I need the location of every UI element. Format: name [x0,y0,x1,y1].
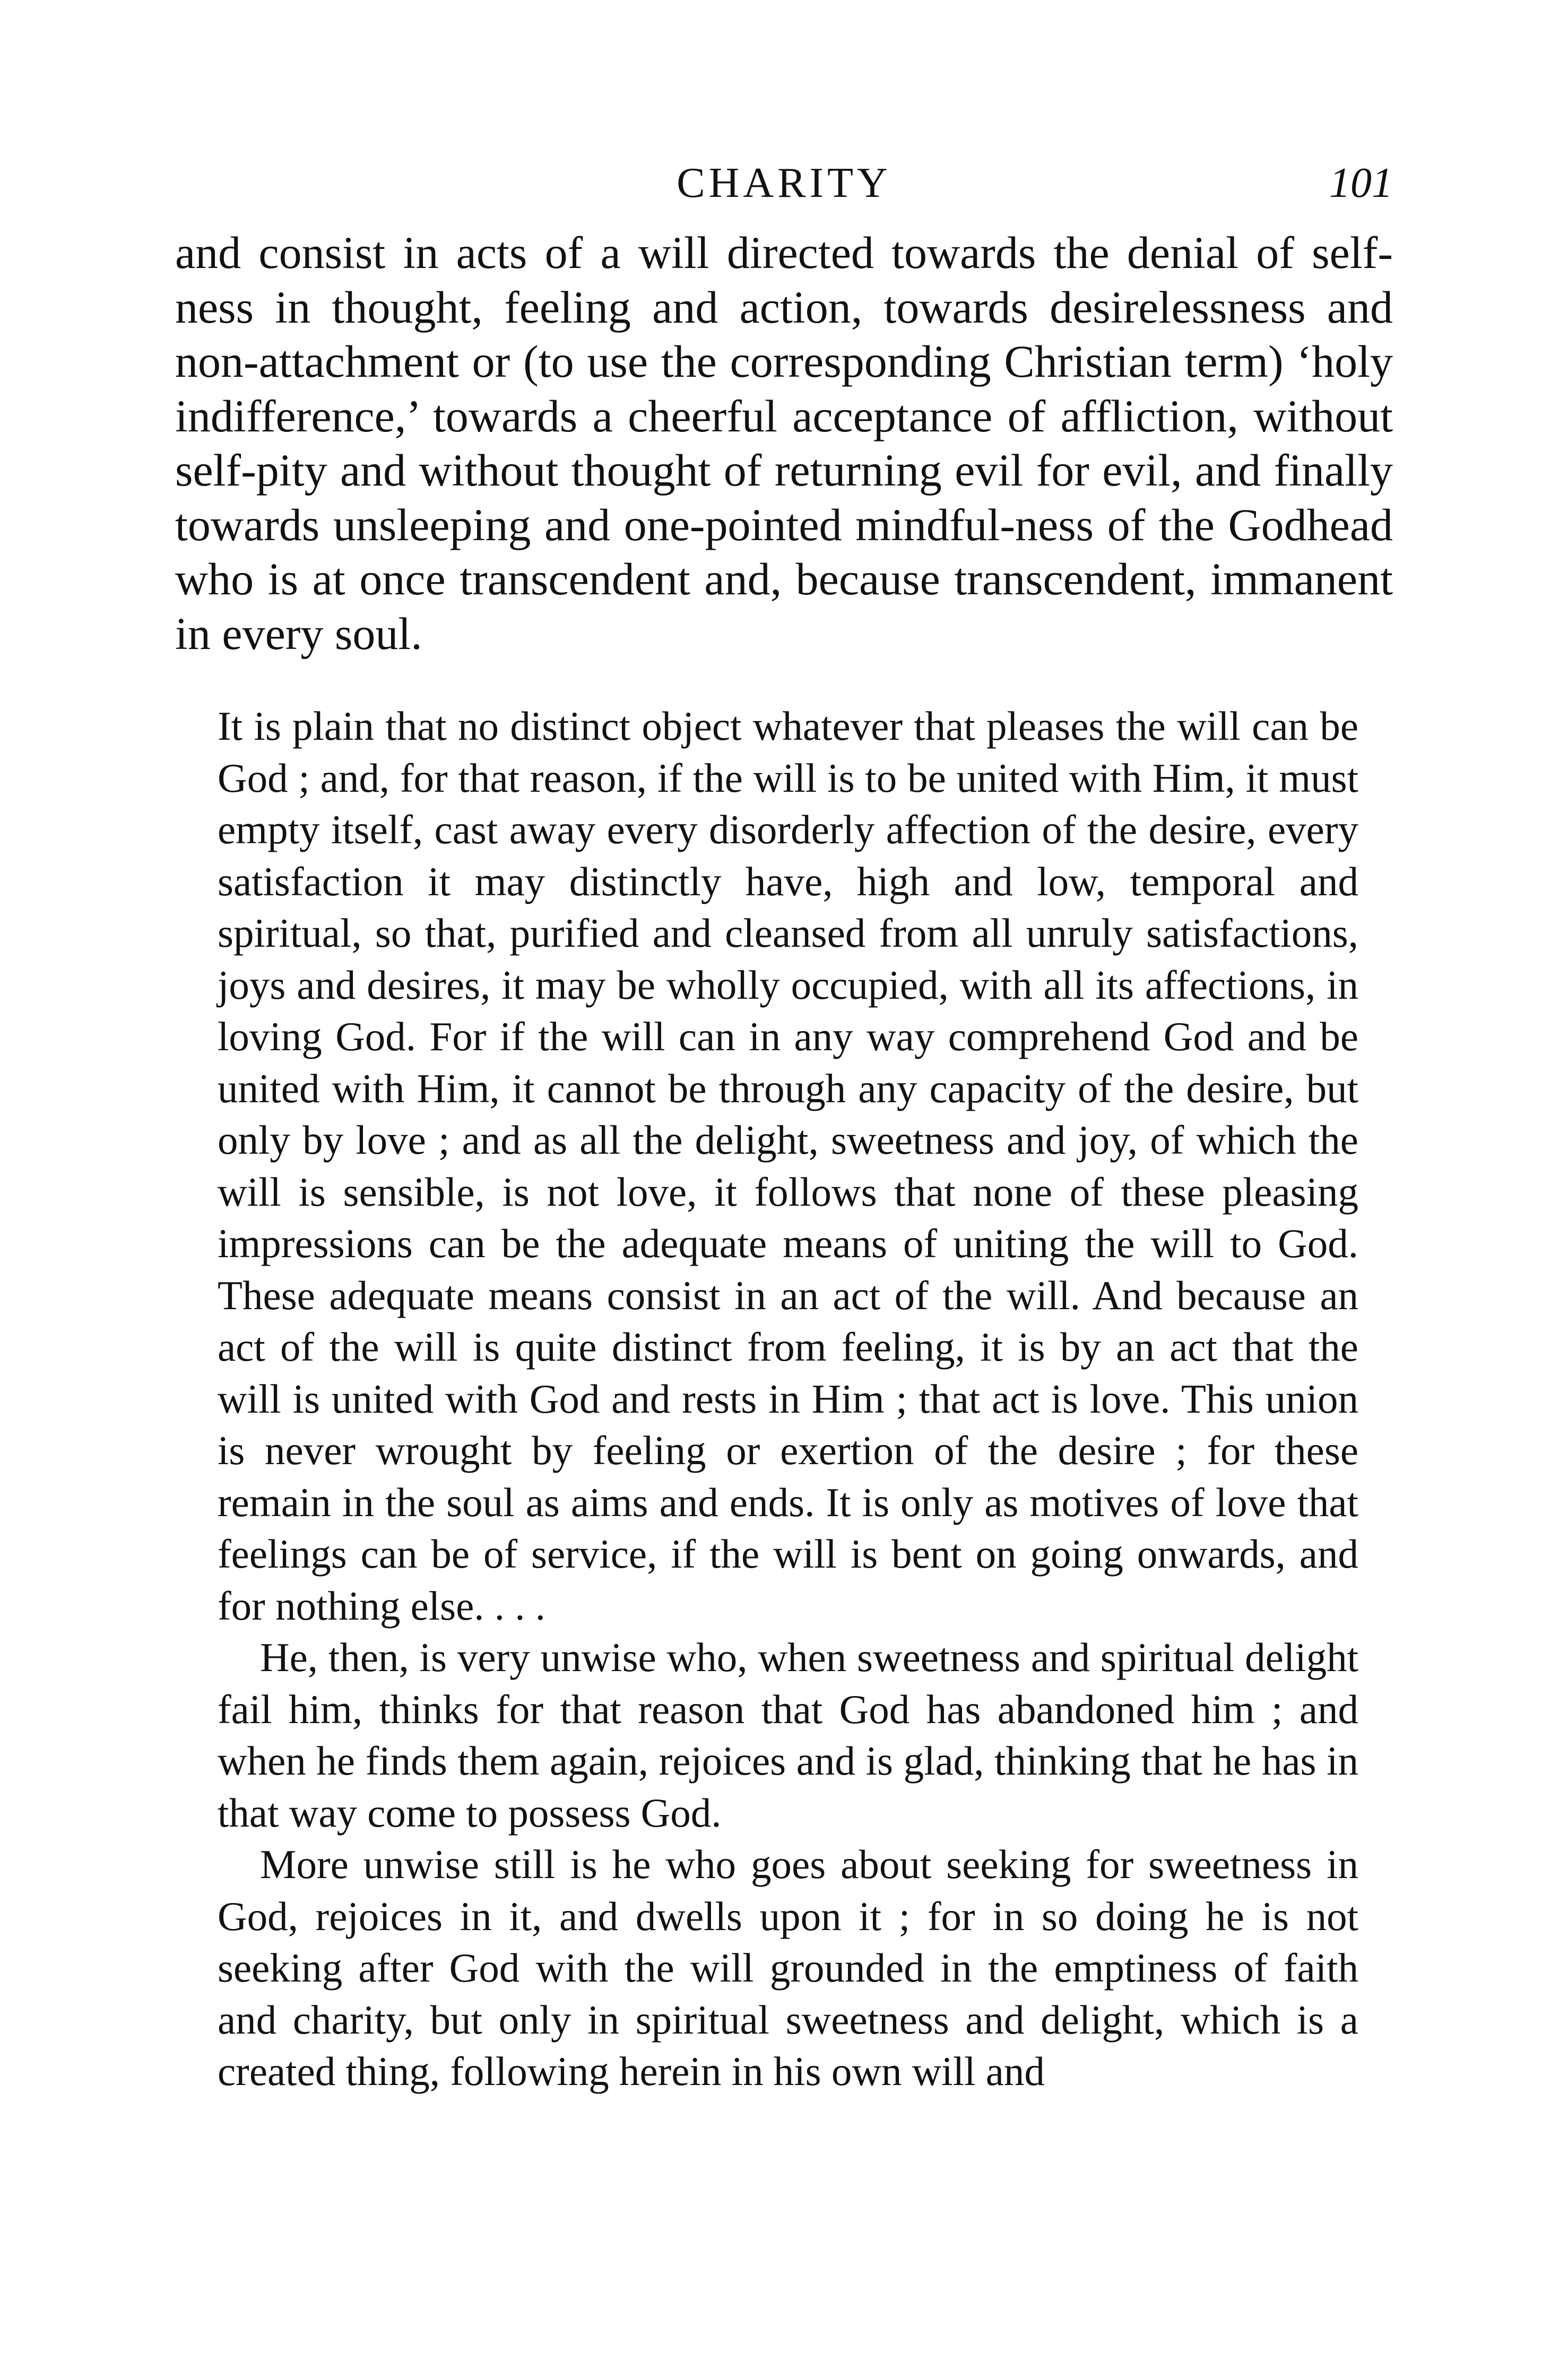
running-title: CHARITY [677,160,891,206]
extract-paragraph-1: It is plain that no distinct object whatever that pleases the will can be God ; and, for that reason, if the will is to be united with Him, it must empty itself, cast away every disorderly affection of the desire, every satisfaction it may distinctly have, high and low, temporal and spiritual, so that, purified and cleansed from all unruly satisfactions, joys and desires, it may be wholly occupied, with all its affections, in loving God. For if the will can in any way comprehend God and be united with Him, it cannot be through any capacity of the desire, but only by love ; and as all the delight, sweetness and joy, of which the will is sensible, is not love, it follows that none of these pleasing impressions can be the adequate means of uniting the will to God. These adequate means consist in an act of the will. And because an act of the will is quite distinct from feeling, it is by an act that the will is united with God and rests in Him ; that act is love. This union is never wrought by feeling or exertion of the desire ; for these remain in the soul as aims and ends. It is only as motives of love that feelings can be of service, if the will is bent on going onwards, and for nothing else. . . . [218,703,1358,1629]
running-head [175,154,1393,212]
extract-paragraph-2: He, then, is very unwise who, when sweetness and spiritual delight fail him, thinks for that reason that God has abandoned him ; and when he finds them again, rejoices and is glad, thinking that he has in that way come to possess God. [218,1634,1358,1836]
body-paragraph: and consist in acts of a will directed towards the denial of self-ness in thought, feeling and action, towards desirelessness and non-attachment or (to use the corresponding Christian term) ‘holy indifference,’ towards a cheerful acceptance of affliction, without self-pity and without thought of returning evil for evil, and finally towards unsleeping and one-pointed mindful-ness of the Godhead who is at once transcendent and, because transcendent, immanent in every soul. [175,227,1393,659]
extract-paragraph-3: More unwise still is he who goes about seeking for sweetness in God, rejoices in it, and dwells upon it ; for in so doing he is not seeking after God with the will grounded in the emptiness of faith and charity, but only in spiritual sweetness and delight, which is a created thing, following herein in his own will and [218,1841,1358,2094]
page-number: 101 [1329,160,1393,206]
quoted-extract [218,700,1358,2098]
